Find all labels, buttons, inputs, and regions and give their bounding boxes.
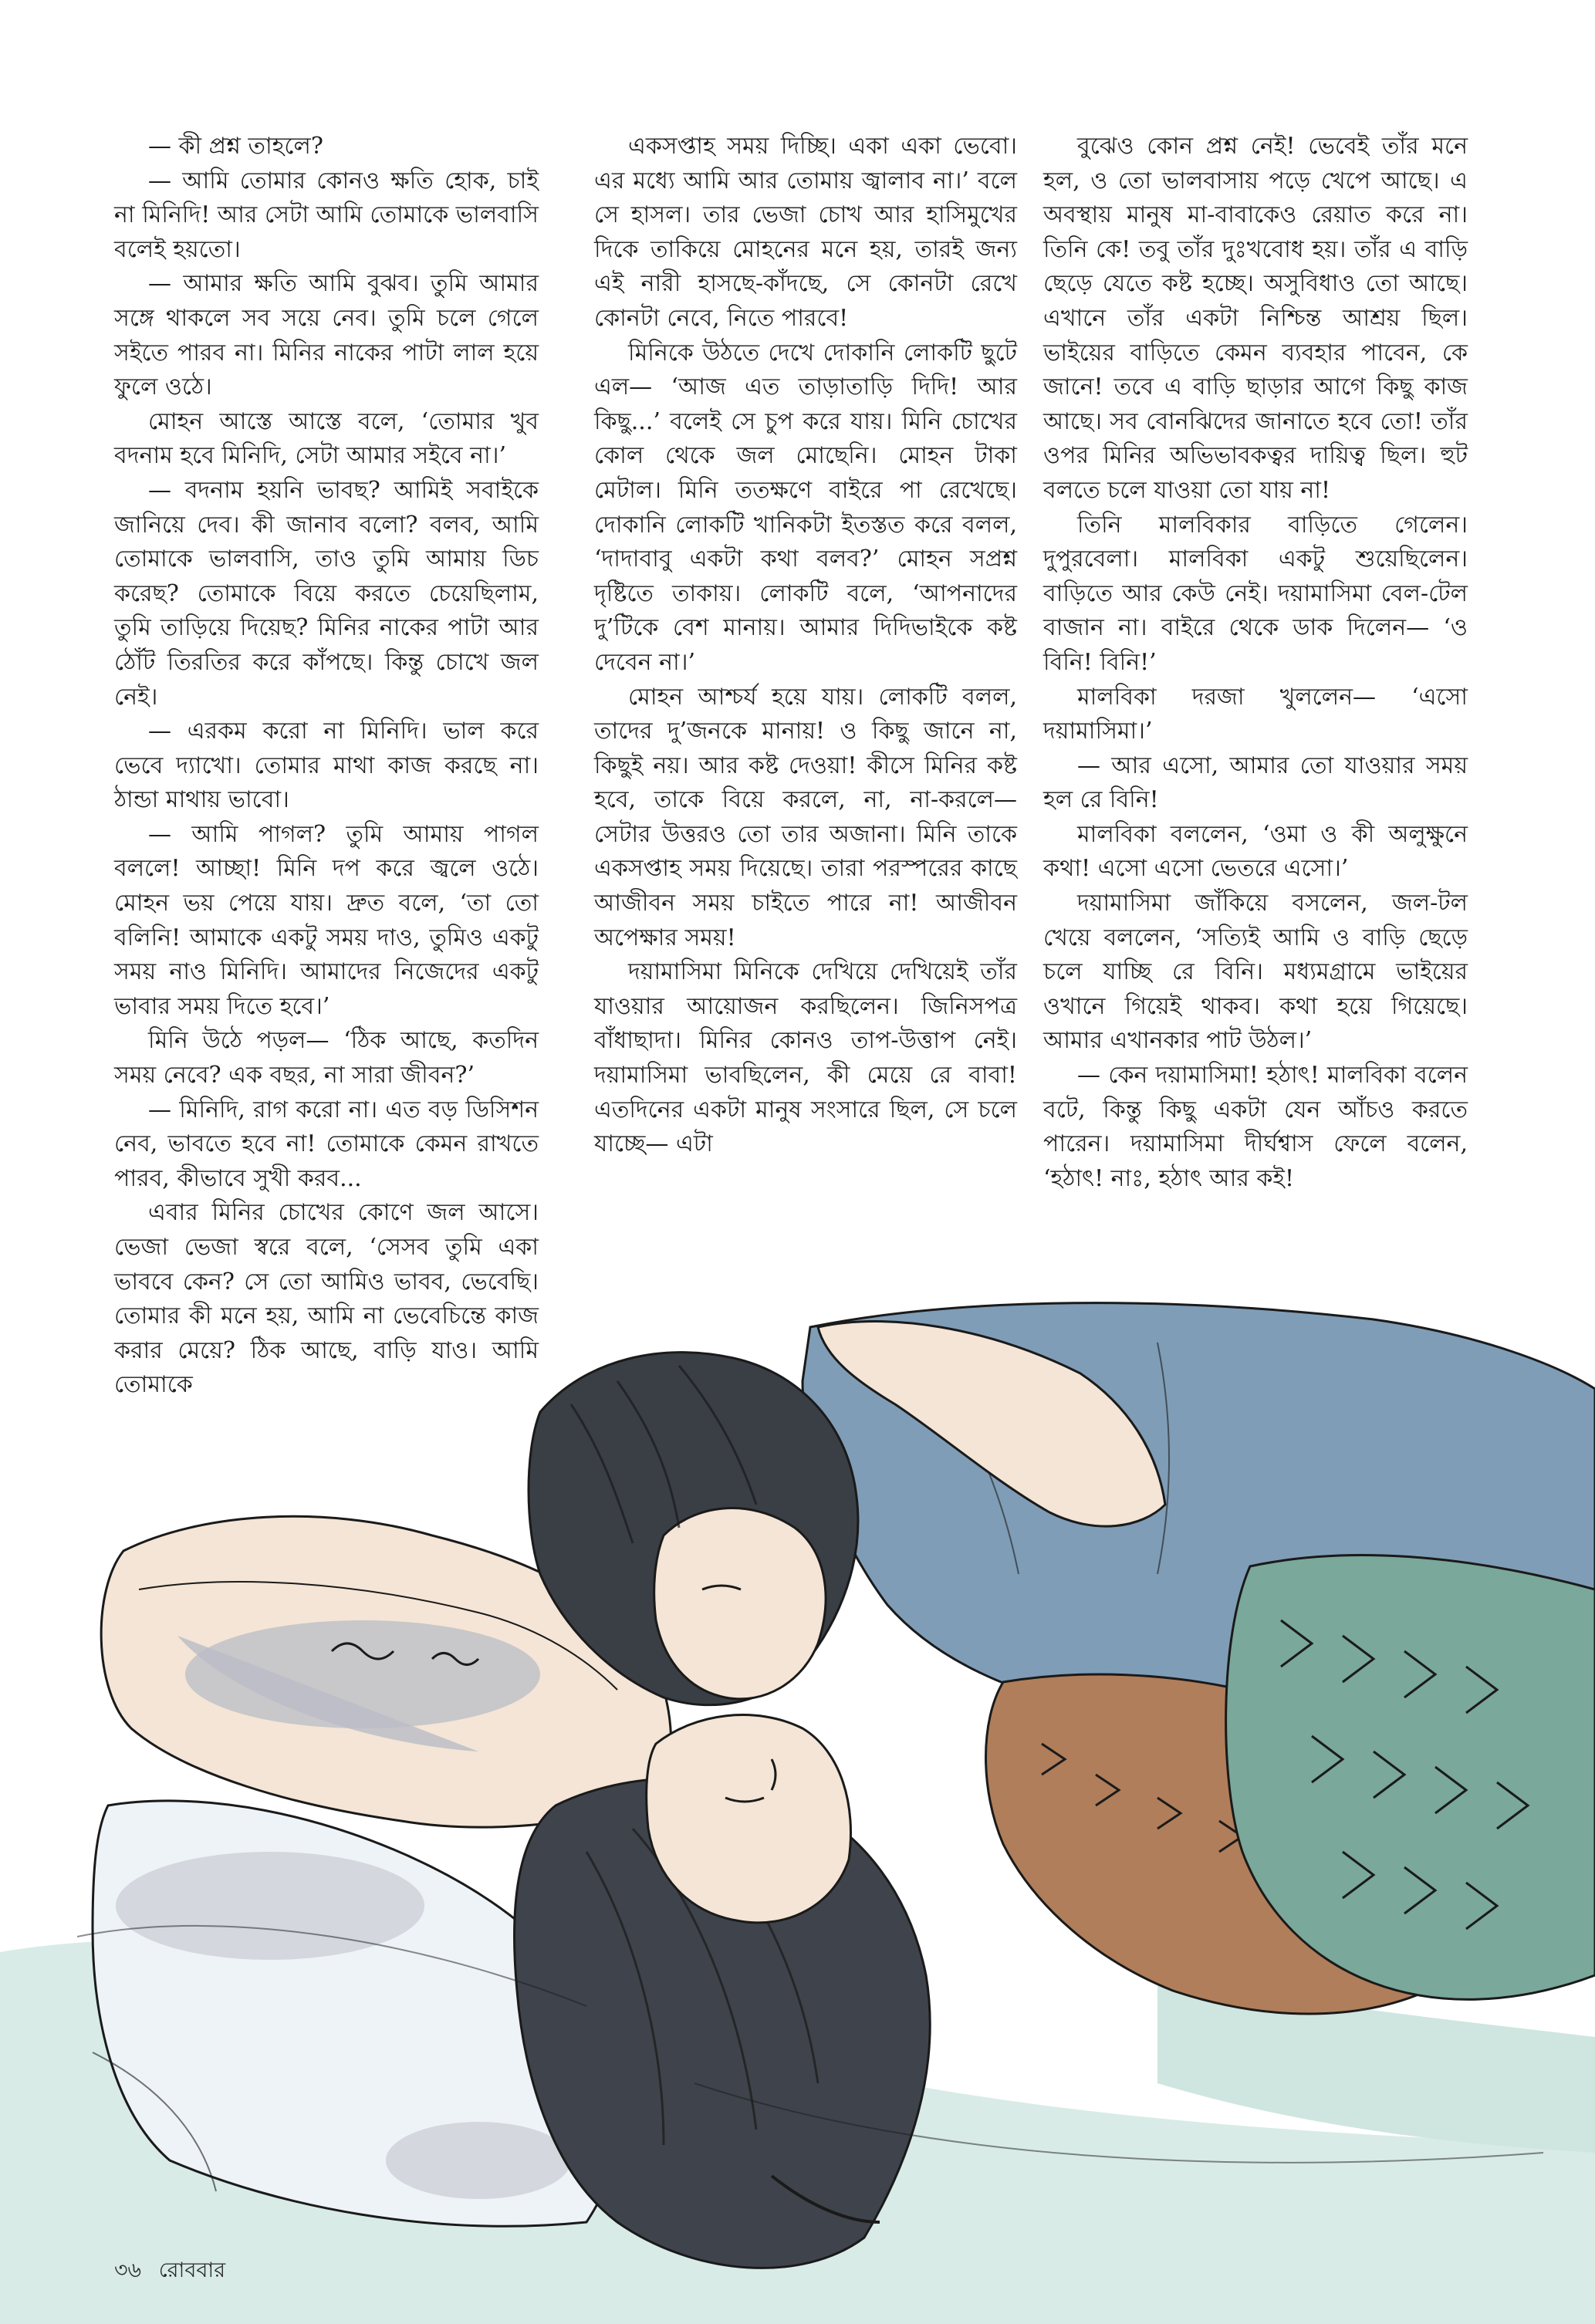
paragraph: বুঝেও কোন প্রশ্ন নেই! ভেবেই তাঁর মনে হল, ও তো ভালবাসায় পড়ে খেপে আছে। এ অবস্থায় মানুষ মা-বাবাকেও রেয়াত করে না। তিনি কে! তবু তাঁর দুঃখবোধ হয়। তাঁর এ বাড়ি ছেড়ে যেতে কষ্ট হচ্ছে। অসুবিধাও তো আছে। এখানে তাঁর একটা নিশ্চিন্ত আশ্রয় ছিল। ভাইয়ের বাড়িতে কেমন ব্যবহার পাবেন, কে জানে! তবে এ বাড়ি ছাড়ার আগে কিছু কাজ আছে। সব বোনঝিদের জানাতে হবে তো! তাঁর ওপর মিনির অভিভাবকত্বর দায়িত্ব ছিল। হুট বলতে চলে যাওয়া তো যায় না! [1043,133,1468,504]
text-column-2 [594,130,1017,1162]
paragraph: — কী প্রশ্ন তাহলে? [148,133,323,160]
paragraph: মোহন আস্তে আস্তে বলে, ‘তোমার খুব বদনাম হবে মিনিদি, সেটা আমার সইবে না।’ [114,407,539,470]
paragraph: — বদনাম হয়নি ভাবছ? আমিই সবাইকে জানিয়ে দেব। কী জানাব বলো? বলব, আমি তোমাকে ভালবাসি, তাও তুমি আমায় ডিচ করেছ? তোমাকে বিয়ে করতে চেয়েছিলাম, তুমি তাড়িয়ে দিয়েছ? মিনির নাকের পাটা আর ঠোঁট তিরতির করে কাঁপছে। কিন্তু চোখে জল নেই। [114,476,539,711]
paragraph: এবার মিনির চোখের কোণে জল আসে। ভেজা ভেজা স্বরে বলে, ‘সেসব তুমি একা ভাববে কেন? সে তো আমিও ভাবব, ভেবেছি। তোমার কী মনে হয়, আমি না ভেবেচিন্তে কাজ করার মেয়ে? ঠিক আছে, বাড়ি যাও। আমি তোমাকে [114,1199,539,1399]
paragraph: — আমি পাগল? তুমি আমায় পাগল বললে! আচ্ছা! মিনি দপ করে জ্বলে ওঠে। মোহন ভয় পেয়ে যায়। দ্রুত বলে, ‘তা তো বলিনি! আমাকে একটু সময় দাও, তুমিও একটু সময় নাও মিনিদি। আমাদের নিজেদের একটু ভাবার সময় দিতে হবে।’ [114,820,539,1020]
page-number: ৩৬ [114,2258,142,2282]
paragraph: — কেন দয়ামাসিমা! হঠাৎ! মালবিকা বলেন বটে, কিন্তু কিছু একটা যেন আঁচও করতে পারেন। দয়ামাসিমা দীর্ঘশ্বাস ফেলে বলেন, ‘হঠাৎ! নাঃ, হঠাৎ আর কই! [1043,1062,1468,1192]
paragraph: — আর এসো, আমার তো যাওয়ার সময় হল রে বিনি! [1043,752,1468,814]
paragraph: মালবিকা বললেন, ‘ওমা ও কী অলুক্ষুনে কথা! এসো এসো ভেতরে এসো।’ [1043,820,1468,883]
paragraph: মালবিকা দরজা খুললেন— ‘এসো দয়ামাসিমা।’ [1043,683,1468,745]
paragraph: — মিনিদি, রাগ করো না। এত বড় ডিসিশন নেব, ভাবতে হবে না! তোমাকে কেমন রাখতে পারব, কীভাবে সুখী করব... [114,1096,539,1192]
page-footer [114,2255,236,2289]
paragraph: মোহন আশ্চর্য হয়ে যায়। লোকটি বলল, তাদের দু’জনকে মানায়! ও কিছু জানে না, কিছুই নয়। আর কষ্ট দেওয়া! কীসে মিনির কষ্ট হবে, তাকে বিয়ে করলে, না, না-করলে— সেটার উত্তরও তো তার অজানা। মিনি তাকে একসপ্তাহ সময় দিয়েছে। তারা পরস্পরের কাছে আজীবন সময় চাইতে পারে না! আজীবন অপেক্ষার সময়! [594,683,1017,951]
paragraph: মিনিকে উঠতে দেখে দোকানি লোকটি ছুটে এল— ‘আজ এত তাড়াতাড়ি দিদি! আর কিছু...’ বলেই সে চুপ করে যায়। মিনি চোখের কোল থেকে জল মোছেনি। মোহন টাকা মেটাল। মিনি ততক্ষণে বাইরে পা রেখেছে। দোকানি লোকটি খানিকটা ইতস্তত করে বলল, ‘দাদাবাবু একটা কথা বলব?’ মোহন সপ্রশ্ন দৃষ্টিতে তাকায়। লোকটি বলে, ‘আপনাদের দু’টিকে বেশ মানায়। আমার দিদিভাইকে কষ্ট দেবেন না।’ [594,339,1017,676]
paragraph: — এরকম করো না মিনিদি। ভাল করে ভেবে দ্যাখো। তোমার মাথা কাজ করছে না। ঠান্ডা মাথায় ভাবো। [114,718,539,814]
paragraph: দয়ামাসিমা জাঁকিয়ে বসলেন, জল-টল খেয়ে বললেন, ‘সত্যিই আমি ও বাড়ি ছেড়ে চলে যাচ্ছি রে বিনি। মধ্যমগ্রামে ভাইয়ের ওখানে গিয়েই থাকব। কথা হয়ে গিয়েছে। আমার এখানকার পাট উঠল।’ [1043,890,1468,1055]
paragraph: একসপ্তাহ সময় দিচ্ছি। একা একা ভেবো। এর মধ্যে আমি আর তোমায় জ্বালাব না।’ বলে সে হাসল। তার ভেজা চোখ আর হাসিমুখের দিকে তাকিয়ে মোহনের মনে হয়, তারই জন্য এই নারী হাসছে-কাঁদছে, সে কোনটা রেখে কোনটা নেবে, নিতে পারবে! [594,133,1017,332]
text-column-3 [1043,130,1468,1196]
magazine-name: রোববার [158,2258,226,2282]
paragraph: — আমার ক্ষতি আমি বুঝব। তুমি আমার সঙ্গে থাকলে সব সয়ে নেব। তুমি চলে গেলে সইতে পারব না। মিনির নাকের পাটা লাল হয়ে ফুলে ওঠে। [114,270,539,401]
text-column-1 [114,130,539,1403]
paragraph: তিনি মালবিকার বাড়িতে গেলেন। দুপুরবেলা। মালবিকা একটু শুয়েছিলেন। বাড়িতে আর কেউ নেই। দয়ামাসিমা বেল-টেল বাজান না। বাইরে থেকে ডাক দিলেন— ‘ও বিনি! বিনি!’ [1043,511,1468,676]
couple-kissing-illustration-icon [0,1265,1595,2324]
paragraph: — আমি তোমার কোনও ক্ষতি হোক, চাই না মিনিদি! আর সেটা আমি তোমাকে ভালবাসি বলেই হয়তো। [114,167,539,263]
paragraph: দয়ামাসিমা মিনিকে দেখিয়ে দেখিয়েই তাঁর যাওয়ার আয়োজন করছিলেন। জিনিসপত্র বাঁধাছাদা। মিনির কোনও তাপ-উত্তাপ নেই। দয়ামাসিমা ভাবছিলেন, কী মেয়ে রে বাবা! এতদিনের একটা মানুষ সংসারে ছিল, সে চলে যাচ্ছে— এটা [594,958,1017,1158]
paragraph: মিনি উঠে পড়ল— ‘ঠিক আছে, কতদিন সময় নেবে? এক বছর, না সারা জীবন?’ [114,1027,539,1089]
